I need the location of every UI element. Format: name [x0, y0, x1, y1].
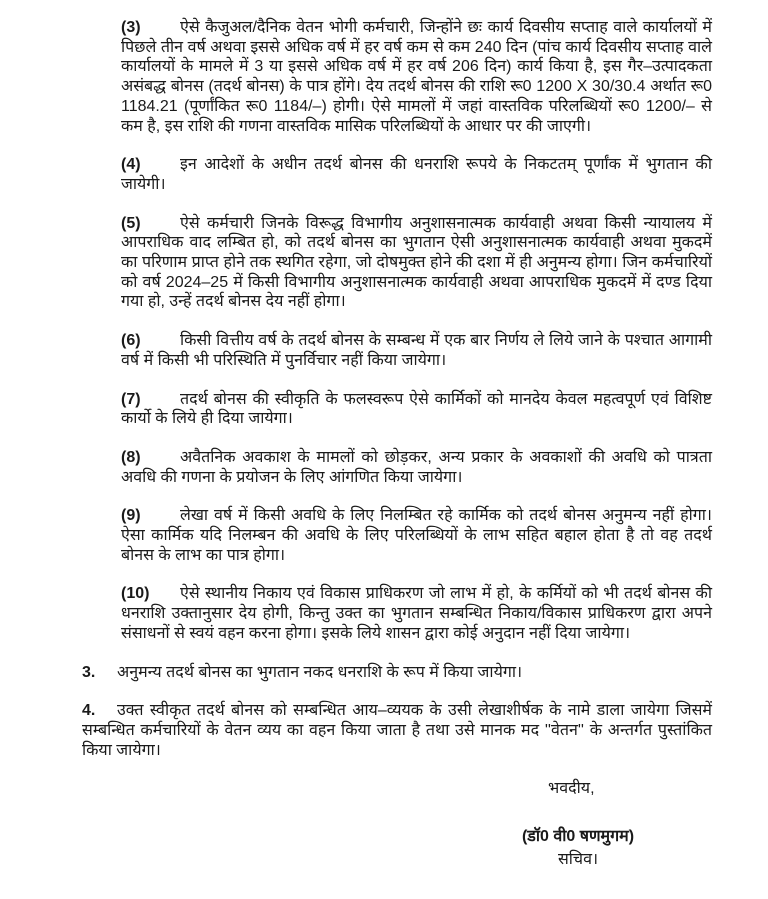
paragraph-4: [121, 155, 712, 194]
paragraph-6-text: किसी वित्तीय वर्ष के तदर्थ बोनस के सम्बन्ध में एक बार निर्णय ले लिये जाने के पश्चात आगामी वर्ष में किसी भी परिस्थिति में पुनर्विचार नहीं किया जायेगा।: [121, 332, 712, 369]
paragraph-7-number: (7): [121, 390, 141, 408]
item-3-number: 3.: [82, 663, 96, 681]
paragraph-4-text: इन आदेशों के अधीन तदर्थ बोनस की धनराशि रूपये के निकटतम् पूर्णांक में भुगतान की जायेगी।: [121, 156, 712, 193]
paragraph-8: [121, 448, 712, 487]
paragraph-8-number: (8): [121, 448, 141, 466]
closing-salutation: भवदीय,: [548, 780, 595, 798]
item-3: [82, 663, 712, 683]
paragraph-3-number: (3): [121, 19, 141, 36]
paragraph-10-text: ऐसे स्थानीय निकाय एवं विकास प्राधिकरण जो लाभ में हो, के कर्मियों को भी तदर्थ बोनस की धनराशि उक्तानुसार देय होगी, किन्तु उक्त का भुगतान सम्बन्धित निकाय/विकास प्राधिकरण द्वारा अपने संसाधनों से स्वयं वहन करना होगा। इसके लिये शासन द्वारा कोई अनुदान नहीं दिया जायेगा।: [121, 585, 712, 642]
item-4-text: उक्त स्वीकृत तदर्थ बोनस को सम्बन्धित आय–व्ययक के उसी लेखाशीर्षक के नामे डाला जायेगा जिसमें सम्बन्धित कर्मचारियों के वेतन व्यय का वहन किया जाता है तथा उसे मानक मद ''वेतन'' के अन्तर्गत पुस्तांकित किया जायेगा।: [82, 702, 712, 759]
paragraph-8-text: अवैतनिक अवकाश के मामलों को छोड़कर, अन्य प्रकार के अवकाशों की अवधि को पात्रता अवधि की गणना के प्रयोजन के लिए आंगणित किया जायेगा।: [121, 448, 712, 486]
item-4: [82, 701, 712, 760]
signature-block: [448, 827, 708, 869]
paragraph-3-text: ऐसे कैजुअल/दैनिक वेतन भोगी कर्मचारी, जिन्होंने छः कार्य दिवसीय सप्ताह वाले कार्यालयों में पिछले तीन वर्ष अथवा इससे अधिक वर्ष में हर वर्ष कम से कम 240 दिन (पांच कार्य दिवसीय सप्ताह वाले कार्यालयों के मामले में 3 या इससे अधिक वर्ष में हर वर्ष 206 दिन) कार्य किया है, इस गैर–उत्पादकता असंबद्ध बोनस (तदर्थ बोनस) के पात्र होंगे। देय तदर्थ बोनस की राशि रू0 1200 X 30/30.4 अर्थात रू0 1184.21 (पूर्णांकित रू0 1184/–) होगी। ऐसे मामलों में जहां वास्तविक परिलब्धियों रू0 1200/– से कम है, इस राशि की गणना वास्तविक मासिक परिलब्धियों के आधार पर की जाएगी।: [121, 19, 712, 135]
paragraph-4-number: (4): [121, 156, 141, 174]
paragraph-9: [121, 506, 712, 565]
paragraph-10: [121, 584, 712, 643]
paragraph-6: [121, 331, 712, 370]
paragraph-5-text: ऐसे कर्मचारी जिनके विरूद्ध विभागीय अनुशासनात्मक कार्यवाही अथवा किसी न्यायालय में आपराधिक वाद लम्बित हो, को तदर्थ बोनस का भुगतान ऐसी अनुशासनात्मक कार्यवाही अथवा मुकदमें का परिणाम प्राप्त होने तक स्थगित रहेगा, जो दोषमुक्त होने की दशा में ही अनुमन्य होगा। जिन कर्मचारियों को वर्ष 2024–25 में किसी विभागीय अनुशासनात्मक कार्यवाही अथवा आपराधिक मुकदमें में दण्ड दिया गया हो, उन्हें तदर्थ बोनस देय नहीं होगा।: [121, 214, 712, 311]
paragraph-9-text: लेखा वर्ष में किसी अवधि के लिए निलम्बित रहे कार्मिक को तदर्थ बोनस अनुमन्य नहीं होगा। ऐसा कार्मिक यदि निलम्बन की अवधि के लिए परिलब्धियों के लाभ सहित बहाल होता है तो वह तदर्थ बोनस के लाभ का पात्र होगा।: [121, 507, 712, 564]
paragraph-7-text: तदर्थ बोनस की स्वीकृति के फलस्वरूप ऐसे कार्मिकों को मानदेय केवल महत्वपूर्ण एवं विशिष्ट कार्यो के लिये ही दिया जायेगा।: [121, 390, 712, 428]
paragraph-7: [121, 390, 712, 429]
paragraph-5: [121, 214, 712, 313]
paragraph-10-number: (10): [121, 585, 150, 603]
signatory-name: (डॉ0 वी0 षणमुगम): [521, 828, 635, 846]
paragraph-5-number: (5): [121, 214, 141, 232]
paragraph-3: [121, 18, 712, 136]
paragraph-6-number: (6): [121, 332, 141, 350]
item-4-number: 4.: [82, 702, 96, 720]
item-3-text: अनुमन्य तदर्थ बोनस का भुगतान नकद धनराशि के रूप में किया जायेगा।: [117, 663, 523, 681]
signatory-designation: सचिव।: [557, 850, 599, 868]
paragraph-9-number: (9): [121, 507, 141, 525]
